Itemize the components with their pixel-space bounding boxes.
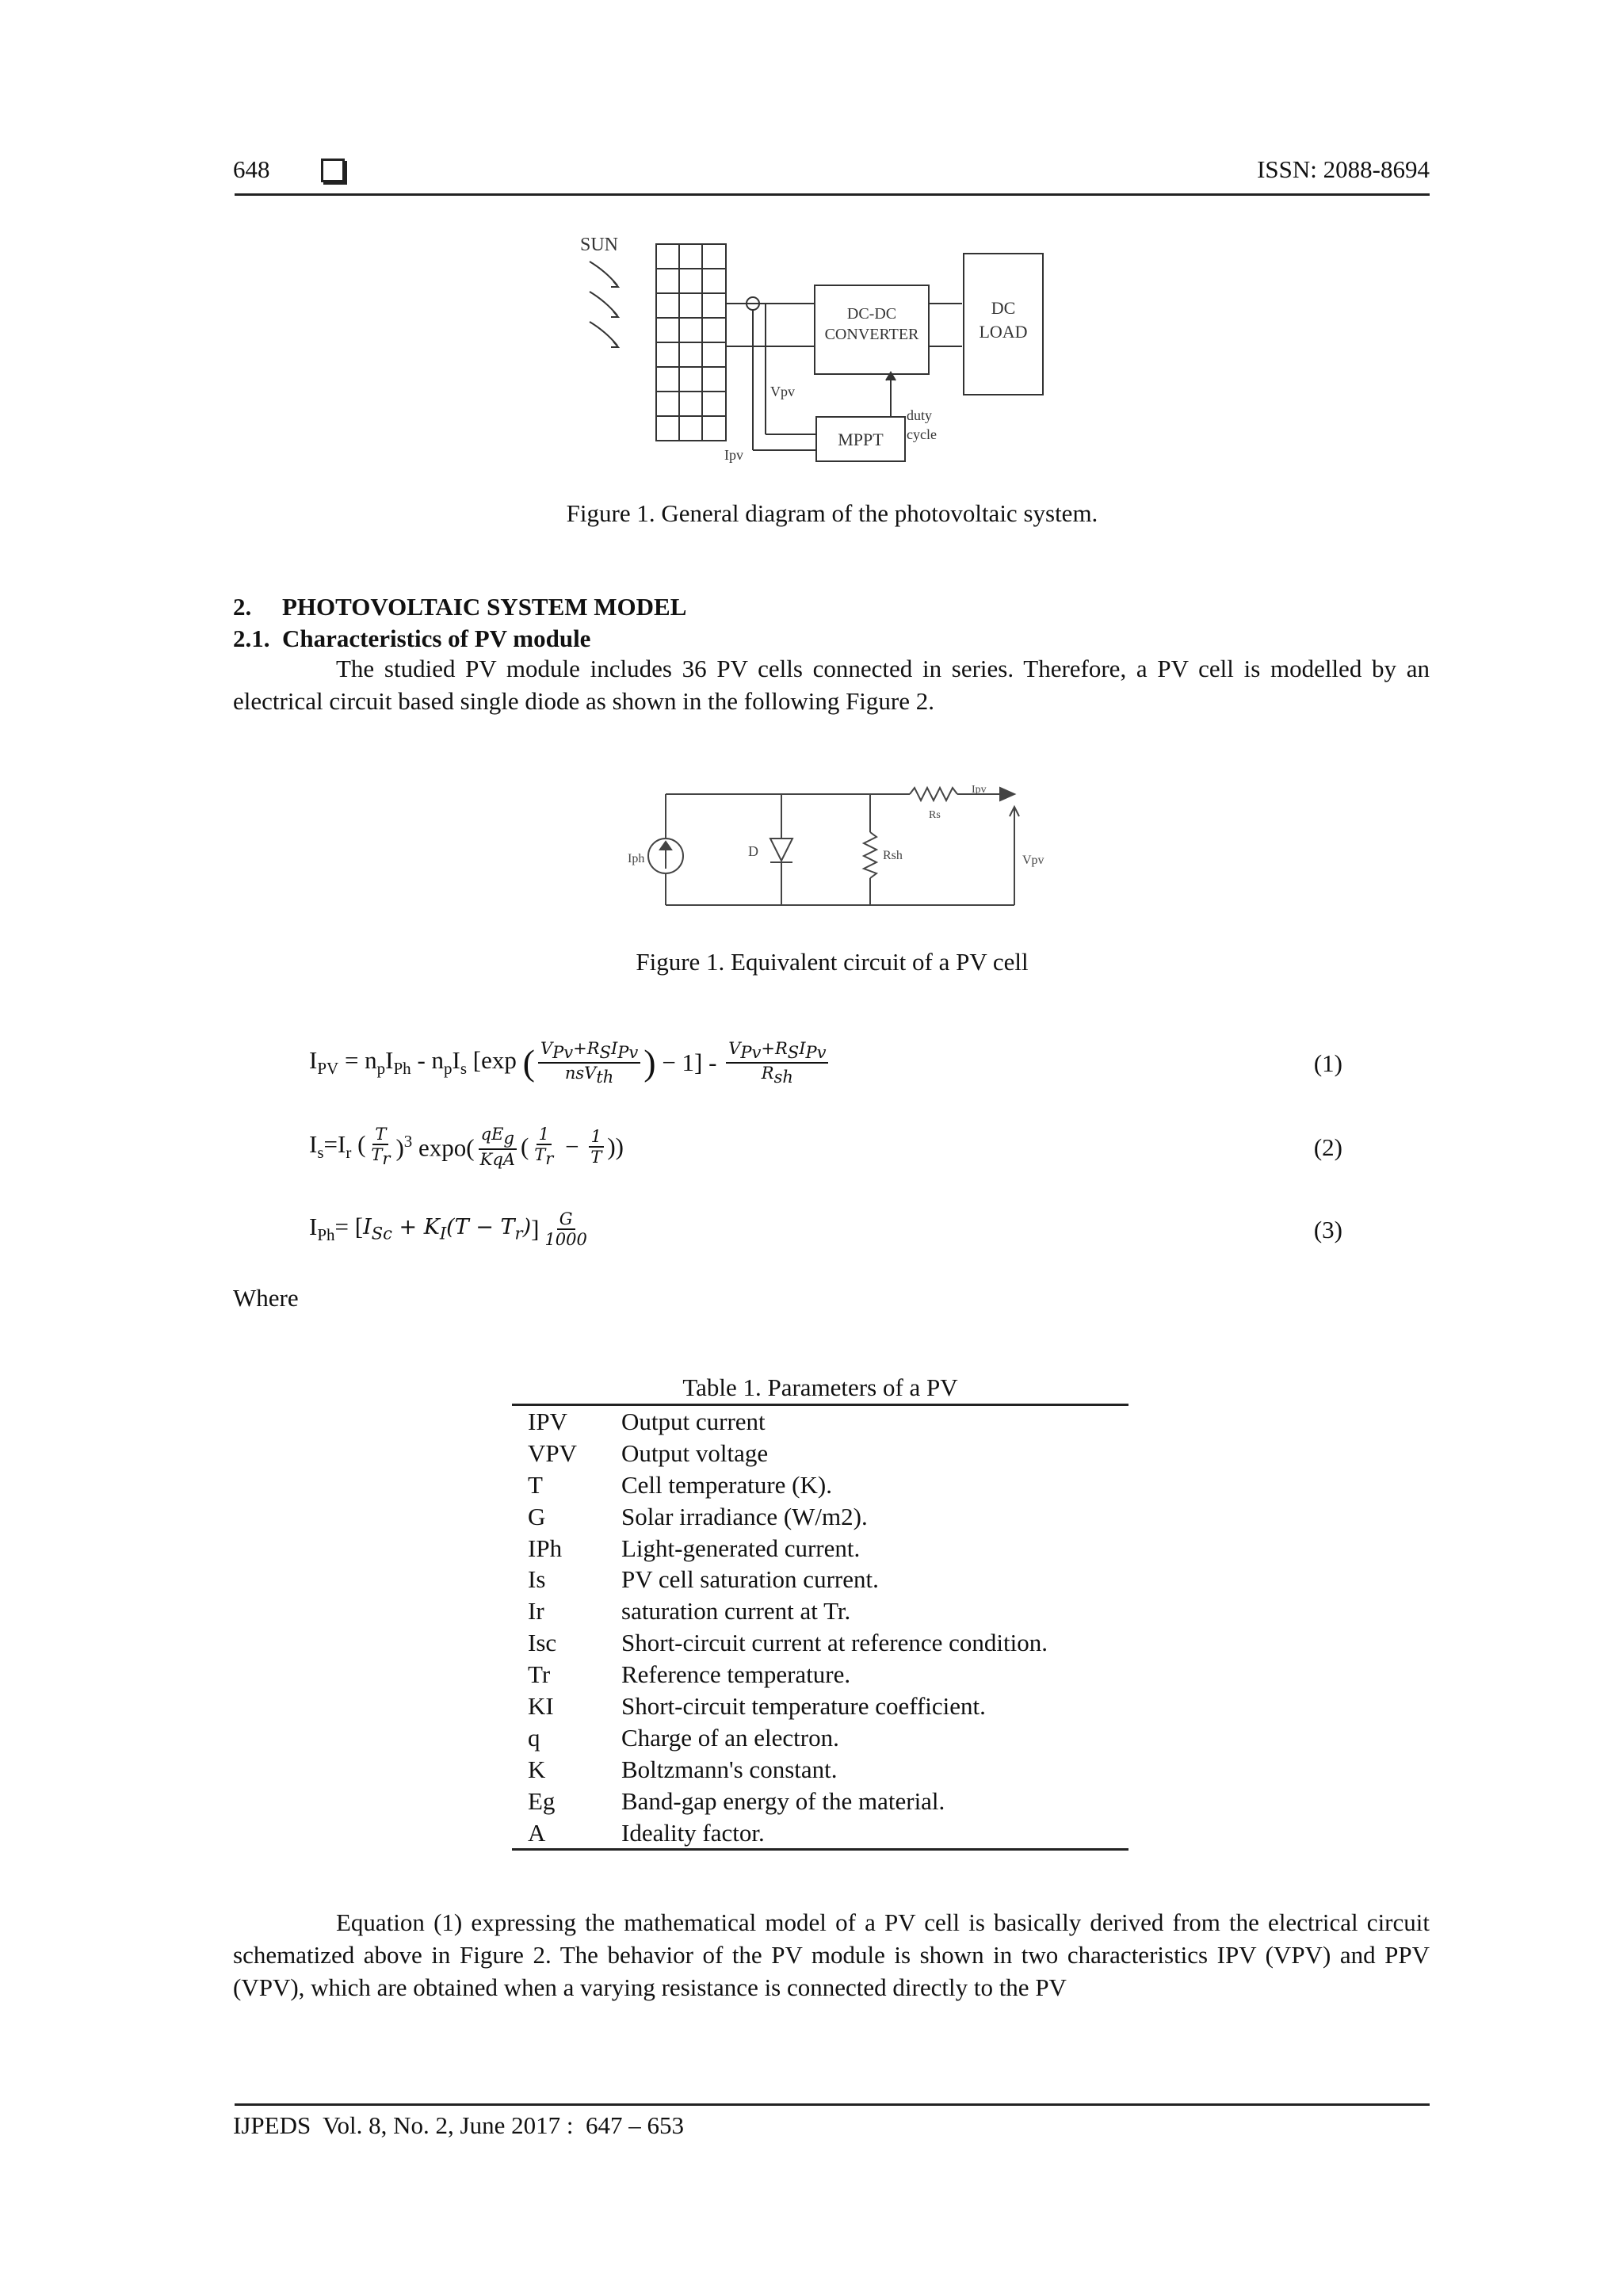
parameters-table: [512, 1404, 1128, 1851]
table-row: [512, 1690, 1128, 1722]
table-row: [512, 1627, 1128, 1659]
table-row: [512, 1438, 1128, 1469]
duty-label-line2: cycle: [907, 426, 937, 442]
ipv-label: Ipv: [724, 447, 743, 463]
duty-label-line1: duty: [907, 407, 933, 423]
figure2-caption: Figure 1. Equivalent circuit of a PV cell: [636, 948, 1029, 976]
parameter-description: Output current: [621, 1408, 766, 1435]
shunt-resistor-icon: [864, 832, 876, 878]
footer-citation: IJPEDS Vol. 8, No. 2, June 2017 : 647 – 653: [233, 2111, 684, 2139]
equation-1: [309, 1035, 1430, 1091]
table-row: [512, 1817, 1128, 1849]
equation-2: [309, 1119, 1430, 1175]
parameter-symbol: Ir: [528, 1597, 544, 1626]
rs-label: Rs: [929, 809, 941, 821]
equation-1-body: $I_{PV} = n_pI_{Ph} - n_pI_s$ [exp ( $\frac{V_{Pv}+R_SI_{Pv}}{nsV_{th}}$ ) − 1] - $\frac{V_{Pv}+R_SI_{Pv}}{R_{sh}}$: [309, 1035, 831, 1091]
d-label: D: [748, 843, 758, 859]
diode-icon: [770, 839, 792, 862]
circuit-wires: [666, 794, 1014, 905]
vpv-label: Vpv: [770, 384, 795, 399]
parameter-symbol: G: [528, 1502, 546, 1530]
ipv-arrow-icon: [983, 788, 1014, 800]
equation-3-number: (3): [1313, 1216, 1342, 1244]
table-row: [512, 1406, 1128, 1438]
equation-3-body: $I_{Ph}=$ [ $I_{Sc} + K_I(T - T_r)$ ] $\frac{G}{1000}$: [309, 1209, 587, 1249]
table-row: [512, 1595, 1128, 1627]
parameter-description: Solar irradiance (W/m2).: [621, 1502, 868, 1530]
sun-ray-arrows: [590, 262, 618, 347]
converter-label-line2: CONVERTER: [824, 326, 919, 343]
parameter-description: Ideality factor.: [621, 1818, 765, 1847]
equivalent-circuit-diagram: [618, 785, 1062, 927]
iph-label: Iph: [628, 852, 645, 865]
parameter-description: Boltzmann's constant.: [621, 1755, 838, 1783]
parameter-description: Short-circuit current at reference condition.: [621, 1629, 1048, 1657]
figure1-caption: Figure 1. General diagram of the photovoltaic system.: [566, 499, 1098, 527]
equation-2-number: (2): [1313, 1133, 1342, 1161]
parameter-description: Cell temperature (K).: [621, 1470, 832, 1499]
where-label: Where: [233, 1284, 299, 1312]
table-row: [512, 1659, 1128, 1690]
parameter-symbol: IPV: [528, 1408, 567, 1435]
parameter-symbol: KI: [528, 1692, 554, 1721]
table-row: [512, 1533, 1128, 1564]
converter-label-line1: DC-DC: [846, 305, 897, 323]
equation-3: [309, 1201, 1430, 1257]
table-row: [512, 1469, 1128, 1501]
parameter-symbol: Is: [528, 1565, 546, 1594]
running-header: [233, 155, 1430, 187]
equation-2-body: $I_s=I_r$ ( $\frac{T}{T_r}$ )$^3$ expo( $\frac{qE_g}{\text{KqA}}$ ( $\frac{1}{T_r}$ − $\frac{1}{T}$ )): [309, 1125, 624, 1169]
parameter-description: Band-gap energy of the material.: [621, 1786, 945, 1815]
equation-1-number: (1): [1313, 1049, 1342, 1077]
parameter-description: Light-generated current.: [621, 1534, 861, 1562]
parameter-symbol: VPV: [528, 1438, 578, 1467]
table-row: [512, 1754, 1128, 1786]
table-row: [512, 1564, 1128, 1595]
parameter-symbol: K: [528, 1755, 546, 1783]
parameter-description: Output voltage: [621, 1438, 769, 1467]
parameter-symbol: Isc: [528, 1629, 557, 1657]
parameter-symbol: IPh: [528, 1534, 563, 1562]
dc-load-diagram: [962, 252, 1044, 398]
table-row: [512, 1722, 1128, 1754]
table-caption: Table 1. Parameters of a PV: [682, 1373, 958, 1401]
load-label-line1: DC: [991, 298, 1016, 318]
load-label-line2: LOAD: [979, 322, 1028, 342]
solar-panel: [656, 244, 726, 441]
page-number: 648: [233, 155, 270, 183]
parameter-symbol: A: [528, 1818, 546, 1847]
current-source-icon: [648, 839, 683, 873]
ipv-label: Ipv: [972, 785, 987, 796]
table-row: [512, 1501, 1128, 1533]
parameter-symbol: Tr: [528, 1660, 551, 1689]
paragraph-1: The studied PV module includes 36 PV cells connected in series. Therefore, a PV cell is modelled by an electrical circuit based single diode as shown in the following Figure 2.: [233, 655, 1430, 715]
series-resistor-icon: [910, 788, 957, 800]
parameter-description: saturation current at Tr.: [621, 1597, 851, 1626]
parameter-symbol: Eg: [528, 1786, 556, 1815]
rsh-label: Rsh: [883, 849, 903, 862]
issn: ISSN: 2088-8694: [1257, 155, 1430, 183]
parameter-description: Reference temperature.: [621, 1660, 851, 1689]
sun-label: SUN: [580, 235, 619, 255]
parameter-description: Charge of an electron.: [621, 1723, 839, 1752]
parameter-symbol: T: [528, 1470, 543, 1499]
pv-system-diagram: [566, 223, 978, 477]
parameter-description: PV cell saturation current.: [621, 1565, 879, 1594]
parameter-symbol: q: [528, 1723, 540, 1752]
checkbox-glyph-icon: [321, 159, 345, 182]
parameter-description: Short-circuit temperature coefficient.: [621, 1692, 986, 1721]
subsection-heading: 2.1. Characteristics of PV module: [233, 625, 591, 652]
table-row: [512, 1786, 1128, 1817]
section-heading: 2. PHOTOVOLTAIC SYSTEM MODEL: [233, 593, 687, 621]
mppt-label: MPPT: [838, 430, 884, 449]
header-rule: [235, 193, 1430, 196]
footer-rule: [235, 2103, 1430, 2106]
paragraph-2: Equation (1) expressing the mathematical model of a PV cell is basically derived from the electrical circuit schematized above in Figure 2. The behavior of the PV module is shown in two characteristics IPV (VPV) and PPV (VPV), which are obtained when a varying resistance is connected directly to the PV: [233, 1908, 1430, 2001]
vpv-label: Vpv: [1022, 854, 1044, 867]
